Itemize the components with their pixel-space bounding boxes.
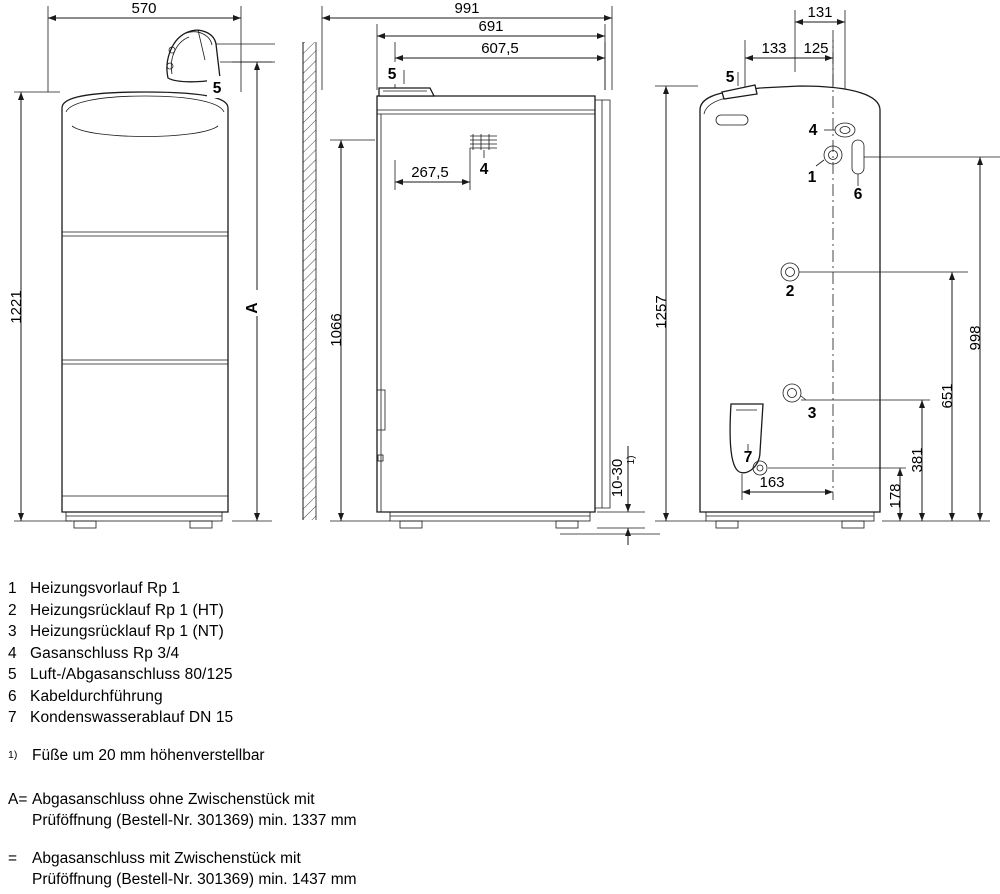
dim-267-5: 267,5	[411, 164, 449, 181]
list-item	[8, 621, 628, 643]
footnote-text: Füße um 20 mm höhenverstellbar	[32, 747, 265, 764]
legend-number: 3	[8, 623, 17, 640]
footnote-marker: 1)	[8, 749, 18, 761]
legend-label: Gasanschluss Rp 3/4	[30, 644, 180, 662]
callout-6-right: 6	[853, 186, 863, 203]
legend-list	[8, 578, 628, 729]
callout-5-right: 5	[725, 69, 735, 86]
dim-1257: 1257	[653, 295, 670, 329]
dim-381: 381	[909, 447, 926, 473]
callout-2-right: 2	[785, 283, 795, 300]
note-b-key: =	[8, 849, 18, 867]
legend-label: Kondenswasserablauf DN 15	[30, 709, 234, 726]
flue-stub-middle	[379, 62, 434, 96]
list-item	[8, 578, 628, 600]
dim-1066: 1066	[328, 313, 345, 347]
list-item	[8, 664, 628, 686]
list-item	[8, 686, 628, 708]
wall-hatch	[303, 42, 316, 520]
list-item	[8, 600, 628, 622]
dim-10-30: 10-30	[609, 458, 626, 498]
note-a-line1: Abgasanschluss ohne Zwischenstück mit	[32, 790, 315, 808]
dim-651: 651	[939, 383, 956, 409]
legend-number: 6	[8, 687, 17, 705]
dim-691: 691	[478, 18, 504, 35]
callout-1-right: 1	[807, 169, 817, 186]
legend-label: Heizungsvorlauf Rp 1	[30, 580, 181, 597]
list-item	[8, 707, 628, 729]
callout-5-middle: 5	[387, 66, 397, 83]
list-item	[8, 643, 628, 665]
dim-991: 991	[454, 0, 480, 17]
flue-elbow-left	[167, 30, 275, 98]
legend-number: 5	[8, 666, 17, 683]
dim-133: 133	[761, 40, 787, 57]
dim-163: 163	[759, 474, 785, 491]
note-a-block	[8, 789, 708, 832]
legend-number: 2	[8, 601, 17, 619]
note-a-line2: Prüföffnung (Bestell-Nr. 301369) min. 1337 mm	[32, 812, 357, 830]
footnote-row	[8, 745, 708, 771]
dim-570: 570	[131, 0, 157, 17]
legend-number: 1	[8, 580, 17, 597]
view-left-side	[8, 0, 275, 528]
dim-178: 178	[887, 483, 904, 509]
callout-5-left: 5	[212, 80, 222, 97]
callout-3-right: 3	[807, 405, 817, 422]
callout-4-middle: 4	[479, 161, 489, 178]
callout-7-right: 7	[743, 449, 753, 466]
dim-998: 998	[967, 325, 984, 351]
view-right-rear	[653, 4, 1000, 528]
note-b-block	[8, 848, 708, 891]
view-middle-front	[322, 0, 660, 545]
legend-label: Heizungsrücklauf Rp 1 (NT)	[30, 623, 224, 640]
dim-607-5: 607,5	[481, 40, 519, 57]
dim-1221: 1221	[8, 290, 25, 324]
note-b-line2: Prüföffnung (Bestell-Nr. 301369) min. 1437 mm	[32, 871, 357, 889]
note-a-key: A=	[8, 790, 28, 808]
legend-number: 7	[8, 709, 17, 726]
dim-125: 125	[803, 40, 829, 57]
callout-4-right: 4	[808, 122, 818, 139]
legend-label: Heizungsrücklauf Rp 1 (HT)	[30, 601, 224, 619]
legend-label: Kabeldurchführung	[30, 687, 163, 705]
legend-number: 4	[8, 644, 17, 662]
legend-label: Luft-/Abgasanschluss 80/125	[30, 666, 233, 683]
dim-131: 131	[807, 4, 833, 21]
dim-A-marker: A	[244, 302, 261, 314]
notes-block	[8, 745, 708, 891]
note-b-line1: Abgasanschluss mit Zwischenstück mit	[32, 849, 301, 867]
dim-10-30-footnote: 1)	[626, 455, 637, 465]
